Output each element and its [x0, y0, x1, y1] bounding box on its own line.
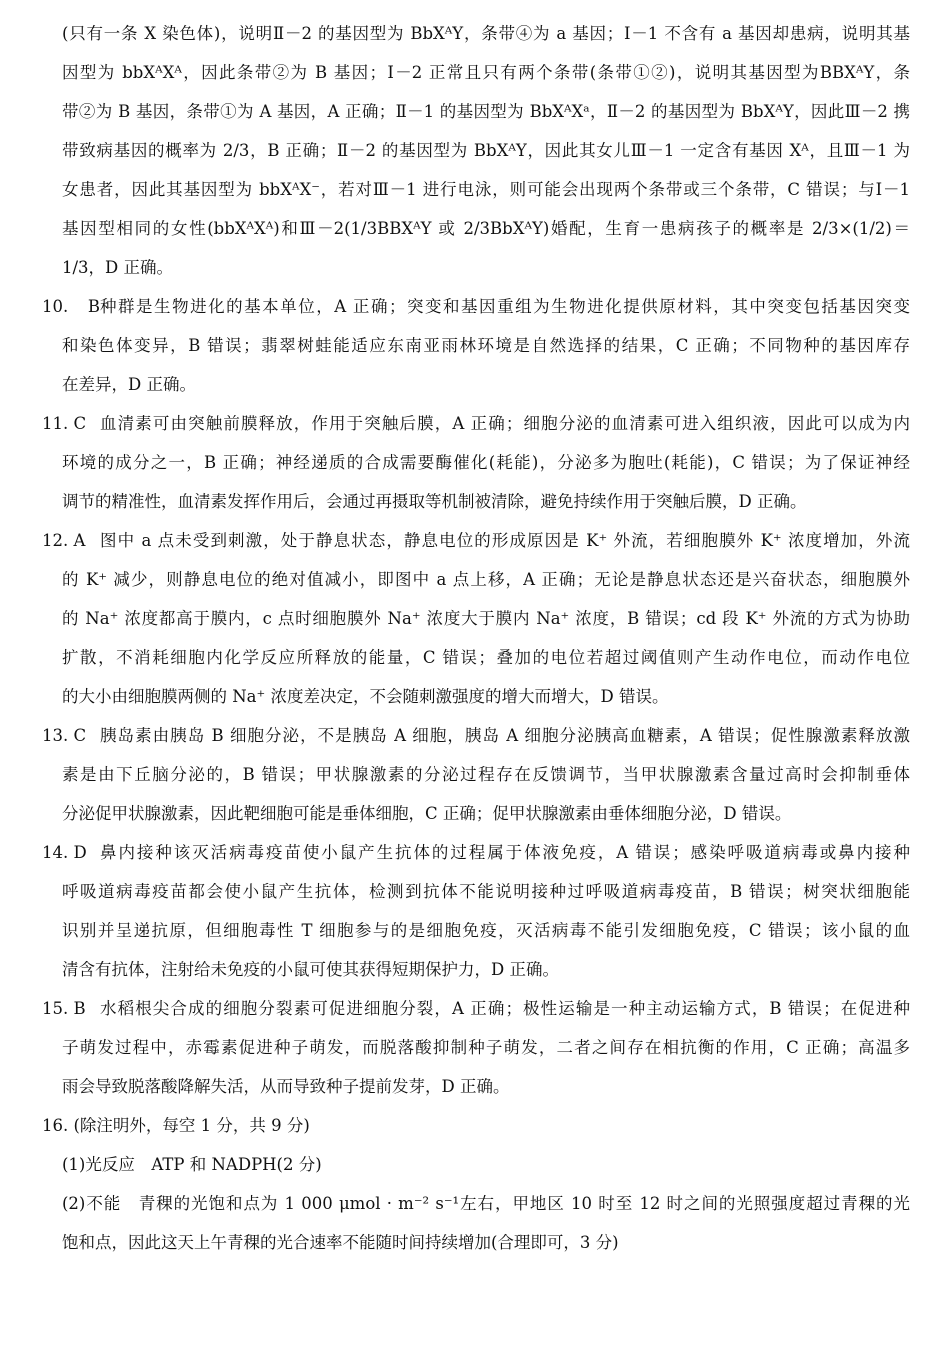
q10-number: 10. B — [42, 297, 100, 316]
q12-line-2: 的 K⁺ 减少，则静息电位的绝对值减小，即图中 a 点上移，A 正确；无论是静息状态还是兴奋状态，细胞膜外 — [62, 570, 910, 589]
q10-line-3: 在差异，D 正确。 — [62, 375, 196, 394]
q12-line-3: 的 Na⁺ 浓度都高于膜内，c 点时细胞膜外 Na⁺ 浓度大于膜内 Na⁺ 浓度，B 错误；cd 段 K⁺ 外流的方式为协助 — [62, 609, 910, 628]
q11-line-2: 环境的成分之一，B 正确；神经递质的合成需要酶催化(耗能)，分泌多为胞吐(耗能)，C 错误；为了保证神经 — [62, 453, 910, 472]
q10-line-2: 和染色体变异，B 错误；翡翠树蛙能适应东南亚雨林环境是自然选择的结果，C 正确；不同物种的基因库存 — [62, 336, 910, 355]
q14-line-3: 识别并呈递抗原，但细胞毒性 T 细胞参与的是细胞免疫，灭活病毒不能引发细胞免疫，C 错误；该小鼠的血 — [62, 921, 910, 940]
q12-line-5: 的大小由细胞膜两侧的 Na⁺ 浓度差决定，不会随刺激强度的增大而增大，D 错误。 — [62, 687, 669, 706]
q13-line-1: 胰岛素由胰岛 B 细胞分泌，不是胰岛 A 细胞，胰岛 A 细胞分泌胰高血糖素，A 错误；促性腺激素释放激 — [100, 726, 910, 745]
q15-line-2: 子萌发过程中，赤霉素促进种子萌发，而脱落酸抑制种子萌发，二者之间存在相抗衡的作用，C 正确；高温多 — [62, 1038, 910, 1057]
q14-line-2: 呼吸道病毒疫苗都会使小鼠产生抗体，检测到抗体不能说明接种过呼吸道病毒疫苗，B 错误；树突状细胞能 — [62, 882, 910, 901]
q14-number: 14. D — [42, 843, 87, 862]
q12-line-4: 扩散，不消耗细胞内化学反应所释放的能量，C 错误；叠加的电位若超过阈值则产生动作电位，而动作电位 — [62, 648, 910, 667]
q15-line-3: 雨会导致脱落酸降解失活，从而导致种子提前发芽，D 正确。 — [62, 1077, 510, 1096]
q11-line-1: 血清素可由突触前膜释放，作用于突触后膜，A 正确；细胞分泌的血清素可进入组织液，因此可以成为内 — [100, 414, 910, 433]
q12-number: 12. A — [42, 531, 86, 550]
q9-line-3: 带②为 B 基因，条带①为 A 基因，A 正确；Ⅱ－1 的基因型为 BbXᴬXᵃ，Ⅱ－2 的基因型为 BbXᴬY，因此Ⅲ－2 携 — [62, 102, 910, 121]
q11-number: 11. C — [42, 414, 87, 433]
q9-line-7: 1/3，D 正确。 — [62, 258, 174, 277]
q13-number: 13. C — [42, 726, 87, 745]
q9-line-6: 基因型相同的女性(bbXᴬXᴬ)和Ⅲ－2(1/3BBXᴬY 或 2/3BbXᴬY)婚配，生育一患病孩子的概率是 2/3×(1/2)＝ — [62, 219, 910, 238]
q16-part2-line-2: 饱和点，因此这天上午青稞的光合速率不能随时间持续增加(合理即可，3 分) — [62, 1233, 619, 1252]
q15-number: 15. B — [42, 999, 86, 1018]
q9-line-1: (只有一条 X 染色体)，说明Ⅱ－2 的基因型为 BbXᴬY，条带④为 a 基因；Ⅰ－1 不含有 a 基因却患病，说明其基 — [62, 24, 910, 43]
q14-line-4: 清含有抗体，注射给未免疫的小鼠可使其获得短期保护力，D 正确。 — [62, 960, 559, 979]
q12-line-1: 图中 a 点未受到刺激，处于静息状态，静息电位的形成原因是 K⁺ 外流，若细胞膜外 K⁺ 浓度增加，外流 — [100, 531, 910, 550]
q13-line-3: 分泌促甲状腺激素，因此靶细胞可能是垂体细胞，C 正确；促甲状腺激素由垂体细胞分泌，D 错误。 — [62, 804, 792, 823]
q11-line-3: 调节的精准性，血清素发挥作用后，会通过再摄取等机制被清除，避免持续作用于突触后膜，D 正确。 — [62, 492, 807, 511]
q15-line-1: 水稻根尖合成的细胞分裂素可促进细胞分裂，A 正确；极性运输是一种主动运输方式，B 错误；在促进种 — [100, 999, 910, 1018]
q16-part1: (1)光反应 ATP 和 NADPH(2 分) — [62, 1155, 322, 1174]
q16-header: 16. (除注明外，每空 1 分，共 9 分) — [42, 1116, 310, 1135]
q9-line-4: 带致病基因的概率为 2/3，B 正确；Ⅱ－2 的基因型为 BbXᴬY，因此其女儿Ⅲ－1 一定含有基因 Xᴬ，且Ⅲ－1 为 — [62, 141, 910, 160]
q16-part2-line-1: (2)不能 青稞的光饱和点为 1 000 μmol · m⁻² s⁻¹左右，甲地区 10 时至 12 时之间的光照强度超过青稞的光 — [62, 1194, 910, 1213]
q13-line-2: 素是由下丘脑分泌的，B 错误；甲状腺激素的分泌过程存在反馈调节，当甲状腺激素含量过高时会抑制垂体 — [62, 765, 910, 784]
q10-line-1: 种群是生物进化的基本单位，A 正确；突变和基因重组为生物进化提供原材料，其中突变包括基因突变 — [100, 297, 910, 316]
q9-line-2: 因型为 bbXᴬXᴬ，因此条带②为 B 基因；Ⅰ－2 正常且只有两个条带(条带①②)，说明其基因型为BBXᴬY，条 — [62, 63, 910, 82]
q14-line-1: 鼻内接种该灭活病毒疫苗使小鼠产生抗体的过程属于体液免疫，A 错误；感染呼吸道病毒或鼻内接种 — [100, 843, 910, 862]
q9-line-5: 女患者，因此其基因型为 bbXᴬX⁻，若对Ⅲ－1 进行电泳，则可能会出现两个条带或三个条带，C 错误；与Ⅰ－1 — [62, 180, 910, 199]
